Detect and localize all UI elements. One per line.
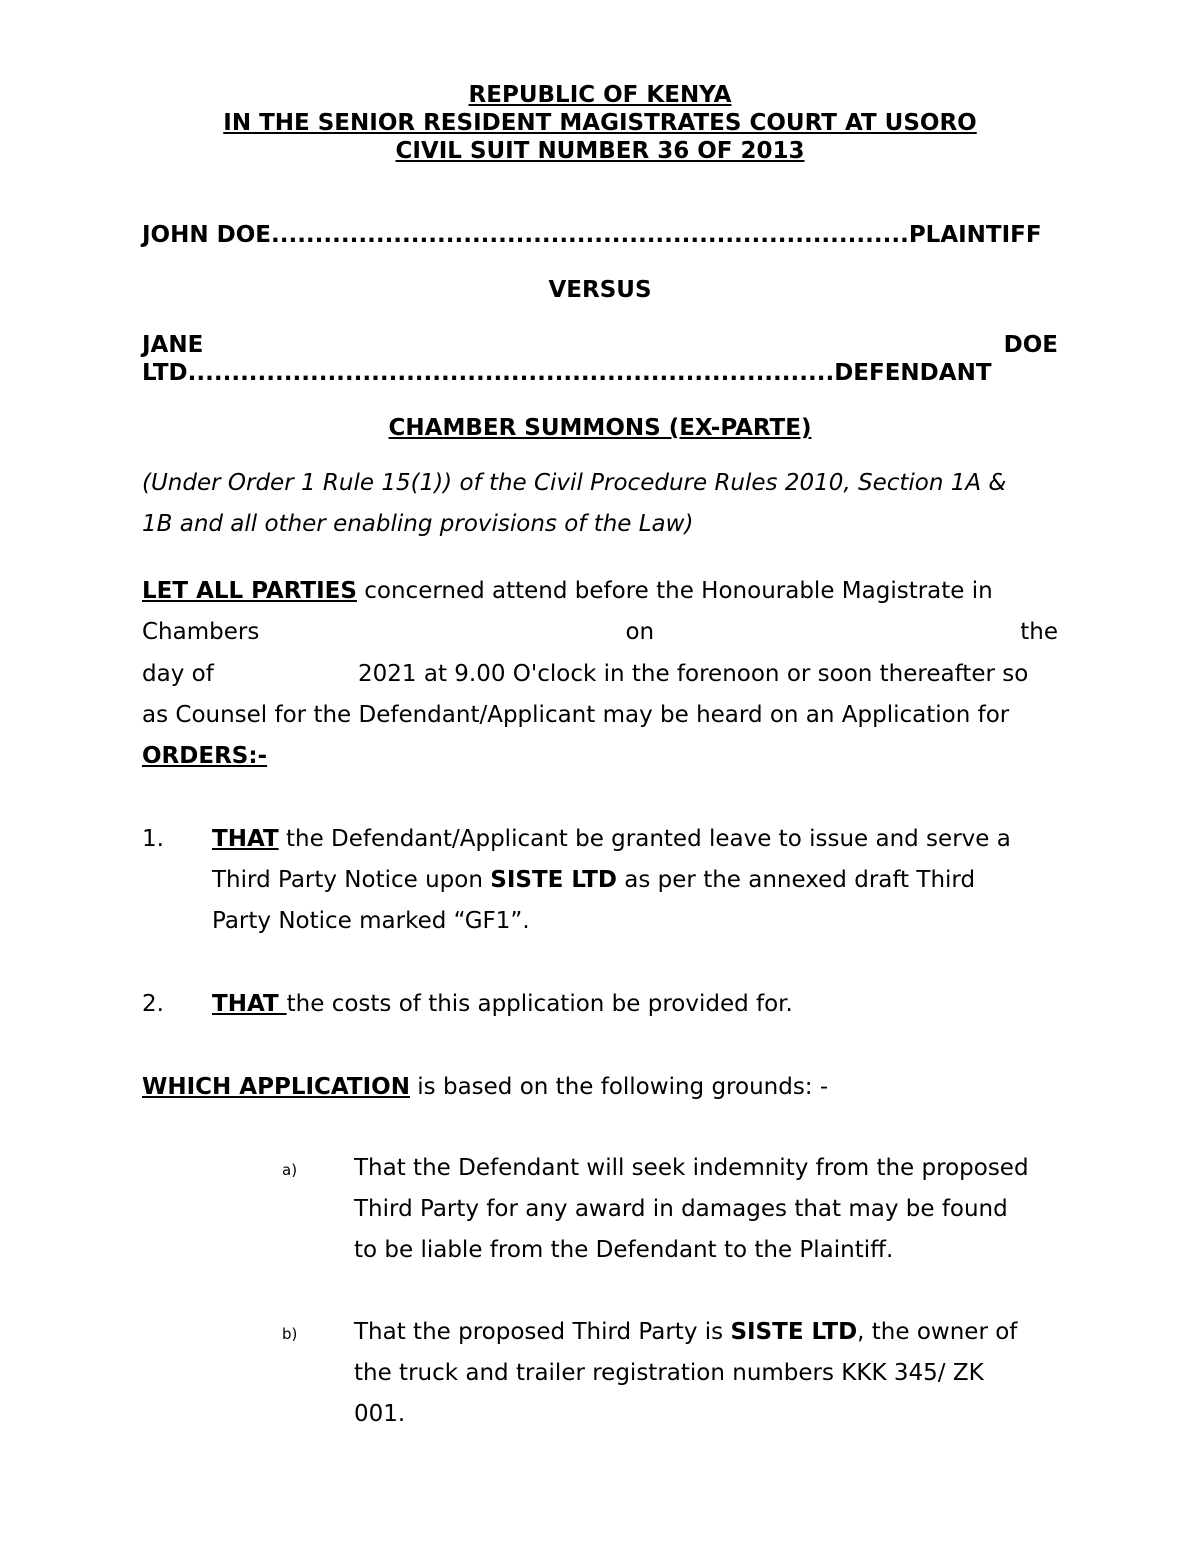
- header-court: IN THE SENIOR RESIDENT MAGISTRATES COURT AT USORO: [223, 110, 977, 136]
- defendant-line-1: [142, 332, 1058, 358]
- notice-line-4: as Counsel for the Defendant/Applicant may be heard on an Application for: [142, 702, 1010, 728]
- order-1-line-3-text: Party Notice marked “GF1”.: [212, 908, 530, 934]
- order-1-lead: THAT: [212, 826, 279, 852]
- plaintiff-role: PLAINTIFF: [908, 222, 1042, 248]
- notice-date-time: 2021 at 9.00 O'clock in the forenoon or soon thereafter so: [358, 661, 1029, 687]
- notice-word-chambers: Chambers: [142, 619, 260, 645]
- ground-b-line-2-text: the truck and trailer registration numbers KKK 345/ ZK: [354, 1360, 984, 1386]
- ground-b-third-party: SISTE LTD: [730, 1319, 858, 1345]
- order-1-line-2-start: Third Party Notice upon: [212, 867, 491, 893]
- notice-lead: LET ALL PARTIES: [142, 578, 357, 604]
- defendant-name-ltd: LTD: [142, 360, 188, 386]
- plaintiff-line: [142, 222, 1058, 248]
- order-1-line-1-rest: the Defendant/Applicant be granted leave to issue and serve a: [278, 826, 1011, 852]
- orders-label: ORDERS:-: [142, 743, 268, 769]
- defendant-name-second: DOE: [1003, 332, 1058, 358]
- defendant-role: DEFENDANT: [834, 360, 992, 386]
- order-1-line-2-end: as per the annexed draft Third: [616, 867, 976, 893]
- notice-day-of: day of: [142, 661, 214, 687]
- order-2-number: 2.: [142, 991, 164, 1017]
- header-republic: REPUBLIC OF KENYA: [468, 82, 732, 108]
- defendant-line-2: [142, 360, 1058, 386]
- ground-a-marker: a): [282, 1161, 298, 1179]
- ground-a-line-2-text: Third Party for any award in damages that may be found: [354, 1196, 1008, 1222]
- grounds-intro: [142, 1074, 1058, 1100]
- grounds-lead: WHICH APPLICATION: [142, 1074, 410, 1100]
- notice-line-1: [142, 578, 1058, 604]
- notice-word-the: the: [1020, 619, 1058, 645]
- notice-line-2: [142, 619, 1058, 645]
- defendant-name-first: JANE: [142, 332, 204, 358]
- order-2-line-1-rest: the costs of this application be provided for.: [286, 991, 793, 1017]
- plaintiff-name: JOHN DOE: [142, 222, 271, 248]
- ground-a-line-1-text: That the Defendant will seek indemnity from the proposed: [354, 1155, 1029, 1181]
- notice-word-on: on: [625, 619, 655, 645]
- versus-label: VERSUS: [548, 277, 652, 303]
- ground-b-marker: b): [282, 1325, 298, 1343]
- document-title: CHAMBER SUMMONS (EX-PARTE): [388, 415, 812, 441]
- authority-line-2: 1B and all other enabling provisions of the Law): [142, 511, 694, 537]
- ground-b-line-1-start: That the proposed Third Party is: [354, 1319, 731, 1345]
- order-1-third-party: SISTE LTD: [490, 867, 617, 893]
- plaintiff-dots: .........................................................................: [270, 222, 909, 248]
- ground-b-line-3-text: 001.: [354, 1401, 406, 1427]
- defendant-dots: ..........................................................................: [187, 360, 835, 386]
- header-suit-number: CIVIL SUIT NUMBER 36 OF 2013: [395, 138, 805, 164]
- grounds-intro-rest: is based on the following grounds: -: [409, 1074, 829, 1100]
- authority-line-1: (Under Order 1 Rule 15(1)) of the Civil Procedure Rules 2010, Section 1A &: [142, 470, 1007, 496]
- notice-line-3: [142, 661, 1058, 687]
- notice-line-1-rest: concerned attend before the Honourable Magistrate in: [356, 578, 993, 604]
- ground-b-line-1-end: , the owner of: [857, 1319, 1018, 1345]
- order-2-lead: THAT: [212, 991, 287, 1017]
- order-1-number: 1.: [142, 826, 164, 852]
- ground-a-line-3-text: to be liable from the Defendant to the Plaintiff.: [354, 1237, 894, 1263]
